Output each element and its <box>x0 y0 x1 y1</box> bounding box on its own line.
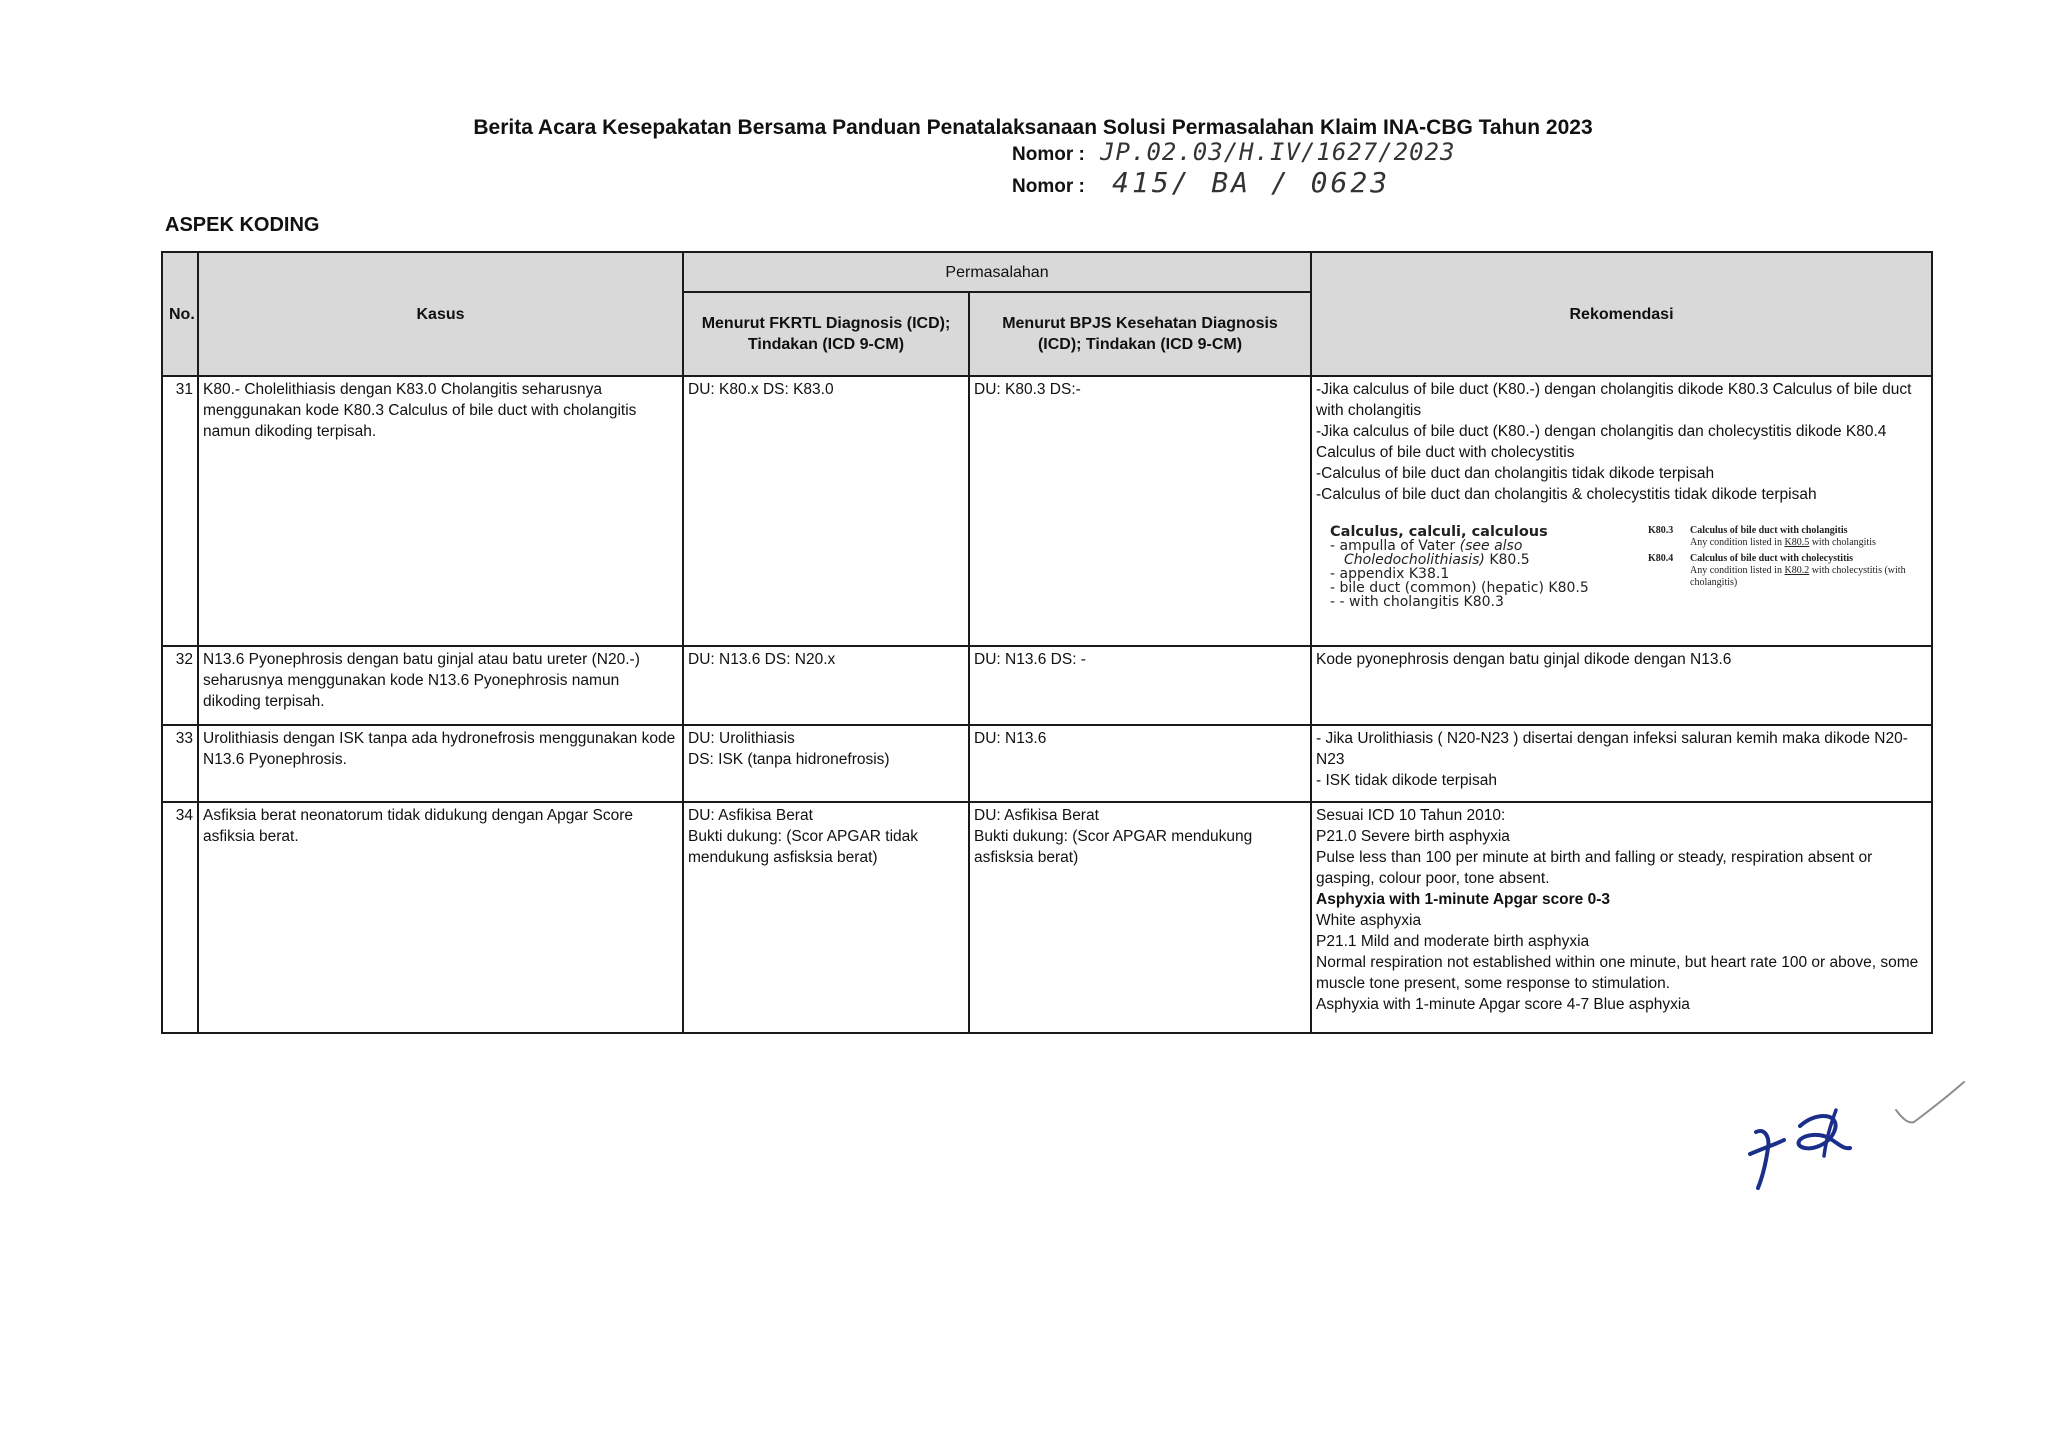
tabular-entry <box>1648 553 1927 589</box>
index-line: - bile duct (common) (hepatic) K80.5 <box>1330 580 1589 596</box>
rekomendasi-line: Asphyxia with 1-minute Apgar score 4-7 Blue asphyxia <box>1316 996 1690 1013</box>
nomor-handwritten-1: JP.02.03/H.IV/1627/2023 <box>1100 138 1456 166</box>
row-fkrtl <box>683 802 969 1033</box>
header-rekomendasi: Rekomendasi <box>1311 252 1932 376</box>
index-line <box>1330 553 1632 567</box>
row-number: 32 <box>162 646 198 725</box>
header-bpjs-line-1: Menurut BPJS Kesehatan Diagnosis <box>1002 315 1278 332</box>
rekomendasi-line: White asphyxia <box>1316 912 1422 929</box>
nomor-line-1 <box>1012 138 1455 166</box>
header-bpjs <box>969 292 1311 376</box>
rekomendasi-line: -Calculus of bile duct dan cholangitis & cholecystitis tidak dikode terpisah <box>1316 486 1817 503</box>
index-text-italic: Choledocholithiasis) <box>1344 552 1485 568</box>
header-kasus: Kasus <box>198 252 683 376</box>
row-rekomendasi <box>1311 802 1932 1033</box>
handwritten-initials <box>1738 1070 1978 1200</box>
fkrtl-line: DU: N13.6 DS: N20.x <box>688 651 836 668</box>
index-heading: Calculus, calculi, calculous <box>1330 524 1548 540</box>
row-rekomendasi <box>1311 646 1932 725</box>
tabular-code: K80.3 <box>1648 525 1674 536</box>
row-number: 33 <box>162 725 198 802</box>
row-rekomendasi <box>1311 376 1932 646</box>
fkrtl-line: DS: ISK (tanpa hidronefrosis) <box>688 751 890 768</box>
header-fkrtl-line-2: Tindakan (ICD 9-CM) <box>747 336 905 353</box>
row-fkrtl <box>683 376 969 646</box>
rekomendasi-line: Asphyxia with 1-minute Apgar score 0-3 <box>1316 891 1611 908</box>
index-text-italic: (see also <box>1459 538 1523 554</box>
bpjs-line: Bukti dukung: (Scor APGAR mendukung asfisksia berat) <box>974 828 1253 866</box>
header-fkrtl-line-1: Menurut FKRTL Diagnosis (ICD); <box>701 315 951 332</box>
row-kasus: Urolithiasis dengan ISK tanpa ada hydronefrosis menggunakan kode N13.6 Pyonephrosis. <box>198 725 683 802</box>
nomor-label: Nomor : <box>1012 144 1085 165</box>
index-line: - - with cholangitis K80.3 <box>1330 594 1504 610</box>
row-kasus: Asfiksia berat neonatorum tidak didukung dengan Apgar Score asfiksia berat. <box>198 802 683 1033</box>
row-bpjs <box>969 802 1311 1033</box>
table-row <box>162 725 1932 802</box>
rekomendasi-line: Kode pyonephrosis dengan batu ginjal dikode dengan N13.6 <box>1316 651 1732 668</box>
tabular-note-prefix: Any condition listed in <box>1690 537 1785 548</box>
rekomendasi-line: -Jika calculus of bile duct (K80.-) dengan cholangitis dan cholecystitis dikode K80.4 Calculus of bile duct with cholecystitis <box>1316 423 1887 461</box>
index-text: - ampulla of Vater <box>1330 538 1456 554</box>
tabular-title: Calculus of bile duct with cholecystitis <box>1690 553 1854 564</box>
fkrtl-line: DU: Asfikisa Berat <box>688 807 813 824</box>
rekomendasi-line: - ISK tidak dikode terpisah <box>1316 772 1497 789</box>
row-bpjs <box>969 725 1311 802</box>
row-bpjs <box>969 376 1311 646</box>
bpjs-line: DU: K80.3 DS:- <box>974 381 1081 398</box>
rekomendasi-line: P21.1 Mild and moderate birth asphyxia <box>1316 933 1590 950</box>
rekomendasi-line: Sesuai ICD 10 Tahun 2010: <box>1316 807 1506 824</box>
document-title: Berita Acara Kesepakatan Bersama Panduan Penatalaksanaan Solusi Permasalahan Klaim INA-CBG Tahun 2023 <box>473 116 1593 139</box>
table-row <box>162 376 1932 646</box>
row-kasus: K80.- Cholelithiasis dengan K83.0 Cholangitis seharusnya menggunakan kode K80.3 Calculus of bile duct with cholangitis namun dikoding terpisah. <box>198 376 683 646</box>
index-line: - appendix K38.1 <box>1330 566 1450 582</box>
rekomendasi-line: - Jika Urolithiasis ( N20-N23 ) disertai dengan infeksi saluran kemih maka dikode N20-N23 <box>1316 730 1908 768</box>
tabular-entry <box>1648 525 1927 549</box>
tabular-text <box>1690 553 1927 589</box>
section-heading: ASPEK KODING <box>165 214 320 236</box>
row-fkrtl <box>683 646 969 725</box>
bpjs-line: DU: N13.6 DS: - <box>974 651 1086 668</box>
nomor-line-2 <box>1012 166 1390 199</box>
icd-reference-excerpt <box>1330 525 1927 609</box>
bpjs-line: DU: N13.6 <box>974 730 1047 747</box>
header-permasalahan: Permasalahan <box>683 252 1311 292</box>
fkrtl-line: DU: Urolithiasis <box>688 730 795 747</box>
tabular-note-prefix: Any condition listed in <box>1690 565 1785 576</box>
table-row <box>162 646 1932 725</box>
fkrtl-line: DU: K80.x DS: K83.0 <box>688 381 834 398</box>
tabular-note-suffix: with cholangitis <box>1809 537 1876 548</box>
row-fkrtl <box>683 725 969 802</box>
tabular-text <box>1690 525 1876 549</box>
icd-tabular-excerpt <box>1648 525 1927 609</box>
header-fkrtl <box>683 292 969 376</box>
row-bpjs <box>969 646 1311 725</box>
rekomendasi-line: -Calculus of bile duct dan cholangitis tidak dikode terpisah <box>1316 465 1715 482</box>
tabular-title: Calculus of bile duct with cholangitis <box>1690 525 1848 536</box>
nomor-label: Nomor : <box>1012 176 1085 197</box>
nomor-handwritten-2: 415/ BA / 0623 <box>1112 166 1391 199</box>
index-line <box>1330 539 1632 553</box>
fkrtl-line: Bukti dukung: (Scor APGAR tidak mendukung asfisksia berat) <box>688 828 919 866</box>
tabular-note-suffix: with cholecystitis (with cholangitis) <box>1690 565 1906 588</box>
bpjs-line: DU: Asfikisa Berat <box>974 807 1099 824</box>
tabular-note-link: K80.5 <box>1784 537 1810 548</box>
rekomendasi-line: Pulse less than 100 per minute at birth and falling or steady, respiration absent or gasping, colour poor, tone absent. <box>1316 849 1873 887</box>
coding-table <box>161 251 1933 1034</box>
row-number: 34 <box>162 802 198 1033</box>
rekomendasi-line: P21.0 Severe birth asphyxia <box>1316 828 1510 845</box>
tabular-note-link: K80.2 <box>1784 565 1810 576</box>
tabular-code: K80.4 <box>1648 553 1674 564</box>
row-kasus: N13.6 Pyonephrosis dengan batu ginjal atau batu ureter (N20.-) seharusnya menggunakan kode N13.6 Pyonephrosis namun dikoding terpisah. <box>198 646 683 725</box>
header-bpjs-line-2: (ICD); Tindakan (ICD 9-CM) <box>1037 336 1243 353</box>
row-number: 31 <box>162 376 198 646</box>
index-code: K80.5 <box>1489 552 1530 568</box>
header-no: No. <box>162 252 198 376</box>
rekomendasi-line: Normal respiration not established within one minute, but heart rate 100 or above, some muscle tone present, some response to stimulation. <box>1316 954 1919 992</box>
table-row <box>162 802 1932 1033</box>
rekomendasi-line: -Jika calculus of bile duct (K80.-) dengan cholangitis dikode K80.3 Calculus of bile duct with cholangitis <box>1316 381 1912 419</box>
row-rekomendasi <box>1311 725 1932 802</box>
icd-index-excerpt <box>1330 525 1632 609</box>
